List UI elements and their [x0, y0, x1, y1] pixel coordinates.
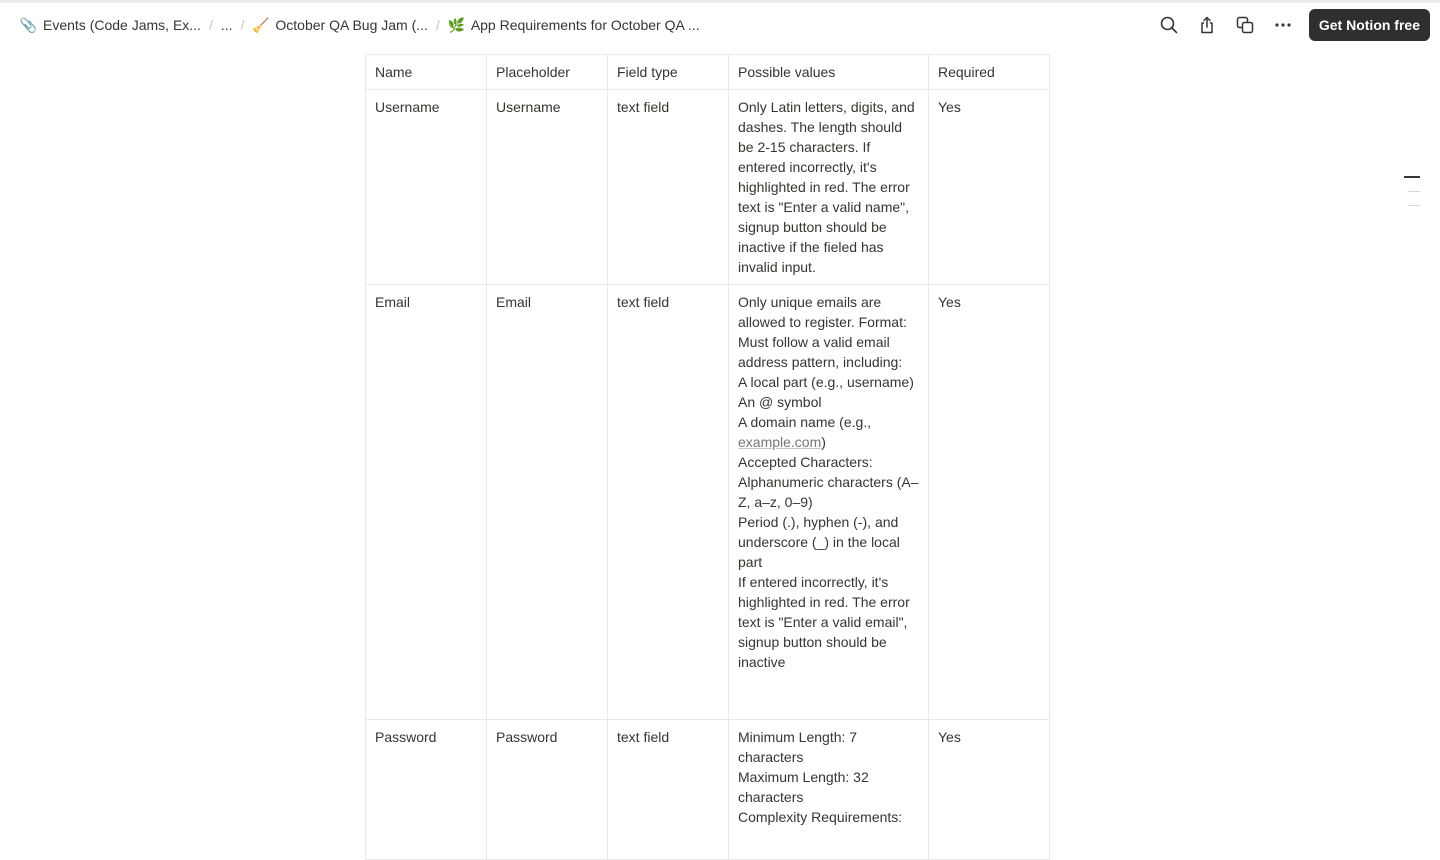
- breadcrumb: [14, 3, 706, 47]
- cell-possible-values[interactable]: [729, 285, 929, 720]
- cell-field-type[interactable]: text field: [608, 90, 729, 285]
- breadcrumb-item-app-requirements[interactable]: [442, 14, 706, 37]
- cell-possible-values[interactable]: [729, 90, 929, 285]
- possible-values-text: An @ symbol: [738, 394, 822, 410]
- breadcrumb-label: ...: [220, 17, 233, 33]
- search-icon: [1160, 16, 1178, 34]
- breadcrumb-label: App Requirements for October QA ...: [470, 17, 700, 33]
- possible-values-text: Maximum Length: 32 characters: [738, 769, 869, 805]
- breadcrumb-separator: /: [208, 17, 213, 33]
- possible-values-text: Only Latin letters, digits, and dashes. The length should be 2-15 characters. If entered incorrectly, it's highlighted in red. The error text is "Enter a valid name", signup button should be inactive if the fieled has invalid input.: [738, 99, 915, 275]
- header-name[interactable]: Name: [366, 55, 487, 90]
- cell-placeholder[interactable]: Username: [487, 90, 608, 285]
- search-button[interactable]: [1155, 11, 1183, 39]
- breadcrumb-item-ellipsis[interactable]: [215, 14, 239, 36]
- top-bar: [0, 3, 1440, 47]
- possible-values-text: Period (.), hyphen (-), and underscore (_) in the local part: [738, 514, 900, 570]
- requirements-table-container: [365, 54, 1049, 860]
- cell-required[interactable]: Yes: [929, 90, 1050, 285]
- breadcrumb-item-events[interactable]: [14, 14, 207, 37]
- header-placeholder[interactable]: Placeholder: [487, 55, 608, 90]
- toc-marker[interactable]: [1408, 205, 1420, 206]
- table-row: [366, 90, 1050, 285]
- duplicate-button[interactable]: [1231, 11, 1259, 39]
- duplicate-icon: [1236, 16, 1254, 34]
- share-button[interactable]: [1193, 11, 1221, 39]
- requirements-table: [365, 54, 1050, 860]
- link-suffix: ): [821, 434, 826, 450]
- table-of-contents-minimap[interactable]: [1404, 176, 1420, 219]
- possible-values-text: A domain name (e.g.,: [738, 414, 872, 430]
- possible-values-text: Complexity Requirements:: [738, 809, 903, 825]
- possible-values-text: Alphanumeric characters (A–Z, a–z, 0–9): [738, 474, 919, 510]
- cell-required[interactable]: Yes: [929, 285, 1050, 720]
- possible-values-text: Minimum Length: 7 characters: [738, 729, 858, 765]
- herb-icon: 🌿: [447, 16, 466, 33]
- share-icon: [1198, 16, 1216, 34]
- broom-icon: 🧹: [252, 16, 270, 33]
- paperclip-icon: 📎: [19, 16, 38, 33]
- header-required[interactable]: Required: [929, 55, 1050, 90]
- cell-placeholder[interactable]: Email: [487, 285, 608, 720]
- cell-required[interactable]: Yes: [929, 720, 1050, 860]
- toolbar-actions: [1145, 3, 1430, 47]
- cell-name[interactable]: Email: [366, 285, 487, 720]
- header-possible-values[interactable]: Possible values: [729, 55, 929, 90]
- breadcrumb-item-bug-jam[interactable]: [246, 14, 434, 37]
- table-header-row: [366, 55, 1050, 90]
- table-row: [366, 720, 1050, 860]
- toc-marker-active[interactable]: [1404, 176, 1420, 178]
- cell-possible-values[interactable]: [729, 720, 929, 860]
- possible-values-link-line: [738, 432, 919, 452]
- breadcrumb-separator: /: [435, 17, 440, 33]
- cell-field-type[interactable]: text field: [608, 720, 729, 860]
- breadcrumb-label: October QA Bug Jam (...: [275, 17, 428, 33]
- cell-name[interactable]: Username: [366, 90, 487, 285]
- possible-values-text: Accepted Characters:: [738, 454, 873, 470]
- possible-values-text: A local part (e.g., username): [738, 374, 914, 390]
- breadcrumb-separator: /: [240, 17, 245, 33]
- more-icon: [1274, 16, 1292, 34]
- possible-values-text: Only unique emails are allowed to register. Format: Must follow a valid email address pattern, including:: [738, 294, 907, 370]
- more-button[interactable]: [1269, 11, 1297, 39]
- cell-field-type[interactable]: text field: [608, 285, 729, 720]
- breadcrumb-label: Events (Code Jams, Ex...: [43, 17, 201, 33]
- cell-name[interactable]: Password: [366, 720, 487, 860]
- toc-marker[interactable]: [1408, 191, 1420, 192]
- header-field-type[interactable]: Field type: [608, 55, 729, 90]
- cell-placeholder[interactable]: Password: [487, 720, 608, 860]
- example-com-link[interactable]: example.com: [738, 434, 822, 450]
- possible-values-text: If entered incorrectly, it's highlighted in red. The error text is "Enter a valid email", signup button should be inactive: [738, 574, 910, 670]
- table-row: [366, 285, 1050, 720]
- get-notion-free-button[interactable]: Get Notion free: [1309, 9, 1430, 41]
